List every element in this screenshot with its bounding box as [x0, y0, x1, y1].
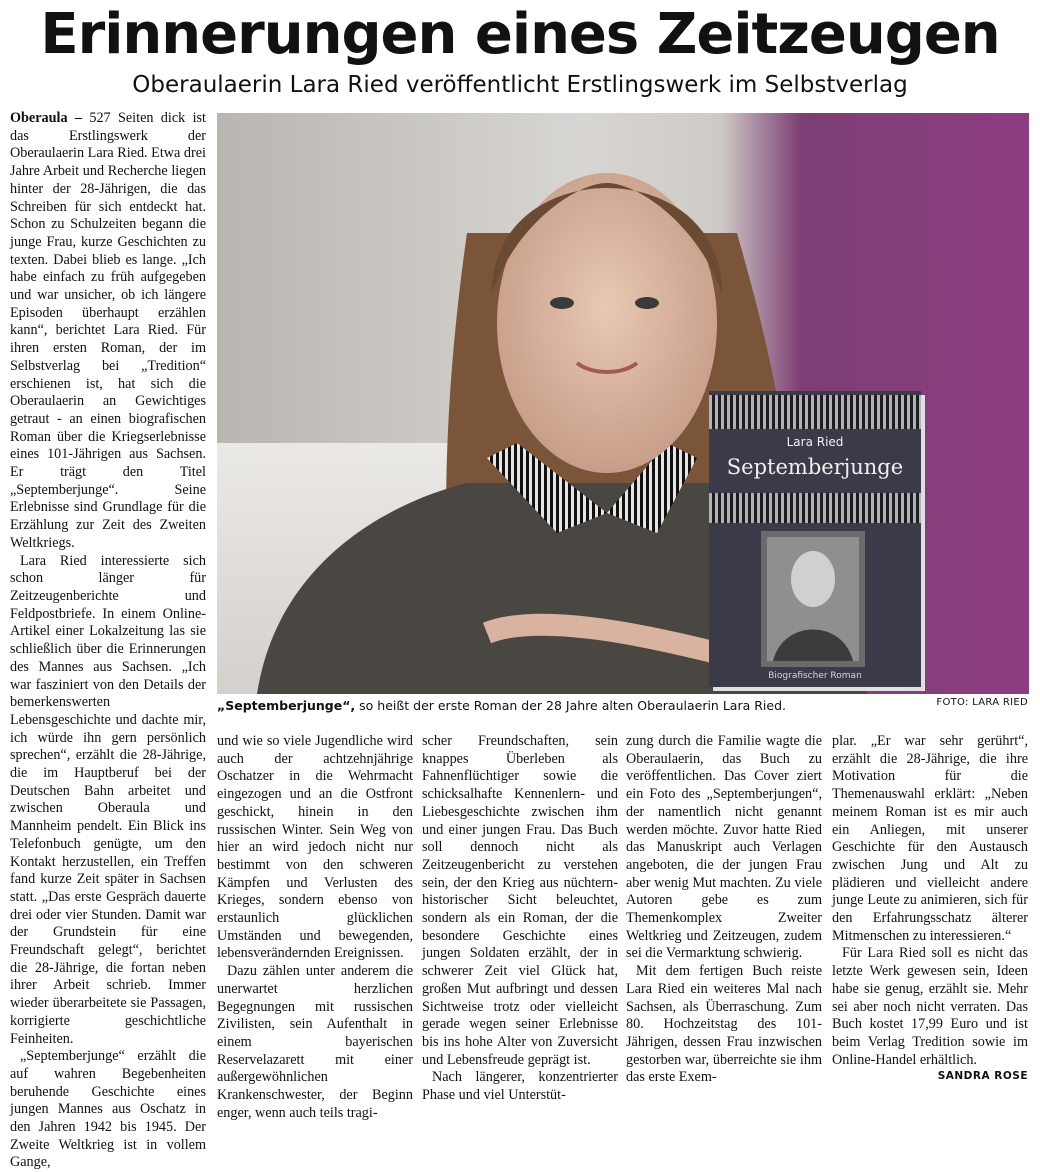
article-column-5: [832, 733, 1028, 1073]
headline: Erinnerungen eines Zeitzeugen: [40, 2, 1000, 67]
paragraph: Nach längerer, konzentrierter Phase und viel Unterstüt-: [422, 1069, 618, 1104]
book-author: Lara Ried: [786, 435, 844, 449]
photo-caption: „Septemberjunge“, so heißt der erste Roman der 28 Jahre alten Oberaulaerin Lara Ried.: [217, 698, 786, 713]
article-column-4: [626, 733, 822, 1088]
article-column-1: [10, 110, 206, 1171]
photo-illustration: [217, 113, 1029, 694]
dateline: Oberaula –: [10, 110, 82, 126]
article-column-3: [422, 733, 618, 1104]
paragraph: Lara Ried interessierte sich schon länger für Zeitzeugenberichte und Feldpostbriefe. In einem Online-Artikel einer Lokalzeitung las sie schließlich über die Erinnerungen des Mannes aus Sachsen. „Ich war fasziniert von den Details der bemerkenswerten Lebensgeschichte und dachte mir, ich würde ihn gern persönlich sprechen“, erzählt die 28-Jährige, die im Hauptberuf bei der Deutschen Bahn arbeitet und zwischen Oberaula und Mannheim pendelt. Ein Blick ins Telefonbuch genügte, um den Kontakt herzustellen, ein Treffen fand kurze Zeit später in Sachsen statt. „Das erste Gespräch dauerte drei oder vier Stunden. Damit war der Grundstein für eine Freundschaft gelegt“, berichtet die 28-Jährige, die fortan neben ihrer Arbeit schrieb. Immer wieder überarbeitete sie Passagen, korrigierte geschichtliche Feinheiten.: [10, 552, 206, 1047]
article-column-2: [217, 733, 413, 1121]
author-byline: SANDRA ROSE: [937, 1070, 1028, 1082]
paragraph: scher Freundschaften, sein knappes Überleben als Fahnenflüchtiger sowie die schicksalhafte Kennenlern- und Liebesgeschichte zwischen ihm und einer jungen Frau. Das Buch soll dennoch nicht als Zeitzeugenbericht zu verstehen sein, der den Krieg aus nüchtern-historischer Sicht beleuchtet, sondern als ein Roman, der die besondere Geschichte eines jungen Soldaten erzählt, der in schwerer Zeit viel Glück hat, großen Mut aufbringt und dessen Sichtweise trotz oder vielleicht gerade wegen seiner Erlebnisse bis ins hohe Alter von Zuversicht und Lebensfreude geprägt ist.: [422, 733, 618, 1068]
book-subtitle: Biografischer Roman: [768, 671, 862, 681]
article-photo: [217, 113, 1029, 694]
book-title: Septemberjunge: [726, 455, 904, 479]
paragraph: Dazu zählen unter anderem die unerwartet herzlichen Begegnungen mit russischen Zivilisten, sein Aufenthalt in einem bayerischen Reservelazarett mit einer außergewöhnlichen Krankenschwester, der Beginn enger, wenn auch teils tragi-: [217, 963, 413, 1121]
paragraph: plar. „Er war sehr gerührt“, erzählt die 28-Jährige, die ihre Motivation für die Themenauswahl erklärt: „Neben meinem Roman ist es mir auch ein Anliegen, mit unserer Geschichte für den Austausch zwischen Jung und Alt zu plädieren und vielleicht andere junge Leute zu animieren, sich für den Erfahrungsschatz älterer Mitmenschen zu interessieren.“: [832, 733, 1028, 944]
paragraph: 527 Seiten dick ist das Erstlingswerk der Oberaulaerin Lara Ried. Etwa drei Jahre Arbeit und Recherche liegen hinter der 28-Jährigen, die das Schreiben für sich entdeckt hat. Schon zu Schulzeiten begann die junge Frau, kurze Geschichten zu texten. Dabei blieb es lange. „Ich habe einfach zu früh aufgegeben und war unsicher, ob ich längere Episoden überhaupt erzählen kann“, berichtet Lara Ried. Für ihren ersten Roman, der im Selbstverlag bei „Tredition“ erschienen ist, hat sich die Oberaulaerin an Gewichtiges getraut - an einen biografischen Roman über die Kriegserlebnisse eines 101-Jährigen aus Sachsen. Er trägt den Titel „Septemberjunge“. Seine Erlebnisse sind Grundlage für die Erzählung zur Zeit des Zweiten Weltkriegs.: [10, 110, 206, 551]
paragraph: Für Lara Ried soll es nicht das letzte Werk gewesen sein, Ideen habe sie genug, erzählt sie. Mehr sei aber noch nicht verraten. Das Buch kostet 17,99 Euro und ist beim Verlag Tredition sowie im Online-Handel erhältlich.: [832, 945, 1028, 1068]
paragraph: Mit dem fertigen Buch reiste Lara Ried ein weiteres Mal nach Sachsen, als Überraschung. Zum 80. Hochzeitstag des 101-Jährigen, dessen Frau inzwischen gestorben war, überreichte sie ihm das erste Exem-: [626, 963, 822, 1086]
photo-credit: FOTO: LARA RIED: [936, 697, 1028, 708]
paragraph: und wie so viele Jugendliche wird auch der achtzehnjährige Oschatzer in die Wehrmacht eingezogen und an die Ostfront geschickt, hinein in den russischen Winter. Sein Weg von hier an wird jedoch nicht nur bestimmt von den schweren Kämpfen und Verlusten des Krieges, sondern ebenso von erstaunlich glücklichen Umständen und bewegenden, lebensverändernden Ereignissen.: [217, 733, 413, 962]
paragraph: zung durch die Familie wagte die Oberaulaerin, das Buch zu veröffentlichen. Das Cover ziert ein Foto des „Septemberjungen“, der namentlich nicht genannt werden möchte. Zuvor hatte Ried das Manuskript auch Verlagen angeboten, die der jungen Frau aber wenig Mut machten. Zu viele Autoren gebe es zum Themenkomplex Zweiter Weltkrieg und Zeitzeugen, zudem sei die Vermarktung schwierig.: [626, 733, 822, 962]
paragraph: „Septemberjunge“ erzählt die auf wahren Begebenheiten beruhende Geschichte eines jungen Mannes aus Oschatz in den Jahren 1942 bis 1945. Der Zweite Weltkrieg ist in vollem Gange,: [10, 1048, 206, 1171]
subheadline: Oberaulaerin Lara Ried veröffentlicht Erstlingswerk im Selbstverlag: [132, 72, 908, 98]
